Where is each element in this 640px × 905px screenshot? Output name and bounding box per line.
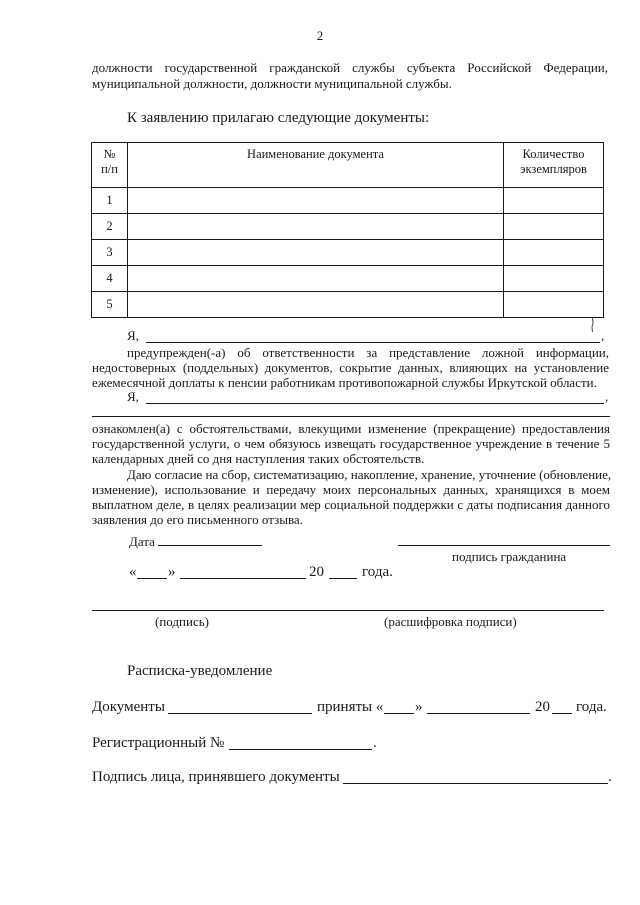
signer-field[interactable] [343,783,608,784]
warning-line-2: недостоверных (поддельных) документов, сокрытие данных, влияющих на установление [92,360,609,375]
acquainted-ya: Я, [127,389,139,404]
date-quote-close: » [168,564,176,580]
signer-label: Подпись лица, принявшего документы [92,769,340,785]
consent-line-3: выплатном деле, в целях реализации мер социальной поддержки с даты подписания данного [92,497,610,512]
header-quantity-line1: Количество [522,147,585,161]
signature-label: (подпись) [155,614,209,629]
date-field[interactable] [158,545,262,546]
document-name-cell[interactable] [128,188,504,214]
scan-mark-icon [591,318,594,332]
quantity-cell[interactable] [504,188,604,214]
citizen-signature-line[interactable] [398,545,610,546]
receipt-accepted-label: приняты « [317,699,384,715]
document-name-cell[interactable] [128,214,504,240]
continuation-line-1: должности государственной гражданской службы субъекта Российской Федерации, [92,60,608,75]
year-suffix: года. [362,564,393,580]
registration-label: Регистрационный № [92,735,225,751]
year-field[interactable] [329,578,357,579]
row-number: 3 [92,240,128,266]
day-field[interactable] [137,578,167,579]
consent-line-1: Даю согласие на сбор, систематизацию, накопление, хранение, уточнение (обновление, [127,467,612,482]
continuation-line-2: муниципальной должности, должности муниципальной службы. [92,76,452,91]
header-quantity-line2: экземпляров [520,162,587,176]
header-quantity [504,143,604,188]
acquainted-name-line[interactable] [146,403,604,404]
acquainted-line-3: календарных дней со дня наступления таких обстоятельств. [92,451,425,466]
table-row [92,240,604,266]
acquainted-comma: , [605,389,609,404]
table-row [92,292,604,318]
receipt-year-prefix: 20 [535,699,550,715]
warning-name-line[interactable] [146,342,600,343]
consent-line-4: заявления до его письменного отзыва. [92,512,303,527]
date-quote-open: « [129,564,137,580]
quantity-cell[interactable] [504,240,604,266]
quantity-cell[interactable] [504,292,604,318]
table-header-row [92,143,604,188]
document-name-cell[interactable] [128,292,504,318]
receipt-documents-field[interactable] [168,713,312,714]
quantity-cell[interactable] [504,214,604,240]
header-number-line2: п/п [101,162,118,176]
warning-ya: Я, [127,328,139,343]
row-number: 5 [92,292,128,318]
table-row [92,188,604,214]
month-field[interactable] [180,578,306,579]
acquainted-continuation-line[interactable] [92,416,610,417]
header-number-line1: № [103,147,116,161]
document-name-cell[interactable] [128,240,504,266]
quantity-cell[interactable] [504,266,604,292]
row-number: 4 [92,266,128,292]
warning-comma: , [601,328,605,343]
date-label: Дата [129,534,155,549]
document-name-cell[interactable] [128,266,504,292]
consent-line-2: изменение), использование и передачу моих персональных данных, хранящихся в моем [92,482,610,497]
acquainted-line-1: ознакомлен(а) с обстоятельствами, влекущими изменение (прекращение) предоставления [92,421,610,436]
page-number: 2 [316,28,324,43]
decoding-label: (расшифровка подписи) [384,614,517,629]
table-row [92,214,604,240]
table-row [92,266,604,292]
signer-end: . [608,769,612,785]
acquainted-line-2: государственной услуги, о чем обязуюсь извещать государственное учреждение в течение 5 [92,436,610,451]
documents-table [91,142,604,318]
receipt-day-field[interactable] [384,713,414,714]
warning-line-3: ежемесячной доплаты к пенсии работникам противопожарной службы Иркутской области. [92,375,597,390]
receipt-documents-label: Документы [92,699,165,715]
receipt-year-suffix: года. [576,699,607,715]
year-prefix: 20 [309,564,324,580]
header-number [92,143,128,188]
registration-number-field[interactable] [229,749,372,750]
receipt-month-field[interactable] [427,713,530,714]
attachments-heading: К заявлению прилагаю следующие документы: [127,110,430,126]
receipt-title: Расписка-уведомление [127,663,273,679]
registration-end: . [373,735,377,751]
row-number: 1 [92,188,128,214]
signature-decoding-line[interactable] [92,610,604,611]
receipt-year-field[interactable] [552,713,572,714]
header-document-name: Наименование документа [128,143,504,188]
warning-line-1: предупрежден(-а) об ответственности за представление ложной информации, [127,345,609,360]
citizen-signature-label: подпись гражданина [452,549,567,564]
row-number: 2 [92,214,128,240]
receipt-quote-close: » [415,699,423,715]
